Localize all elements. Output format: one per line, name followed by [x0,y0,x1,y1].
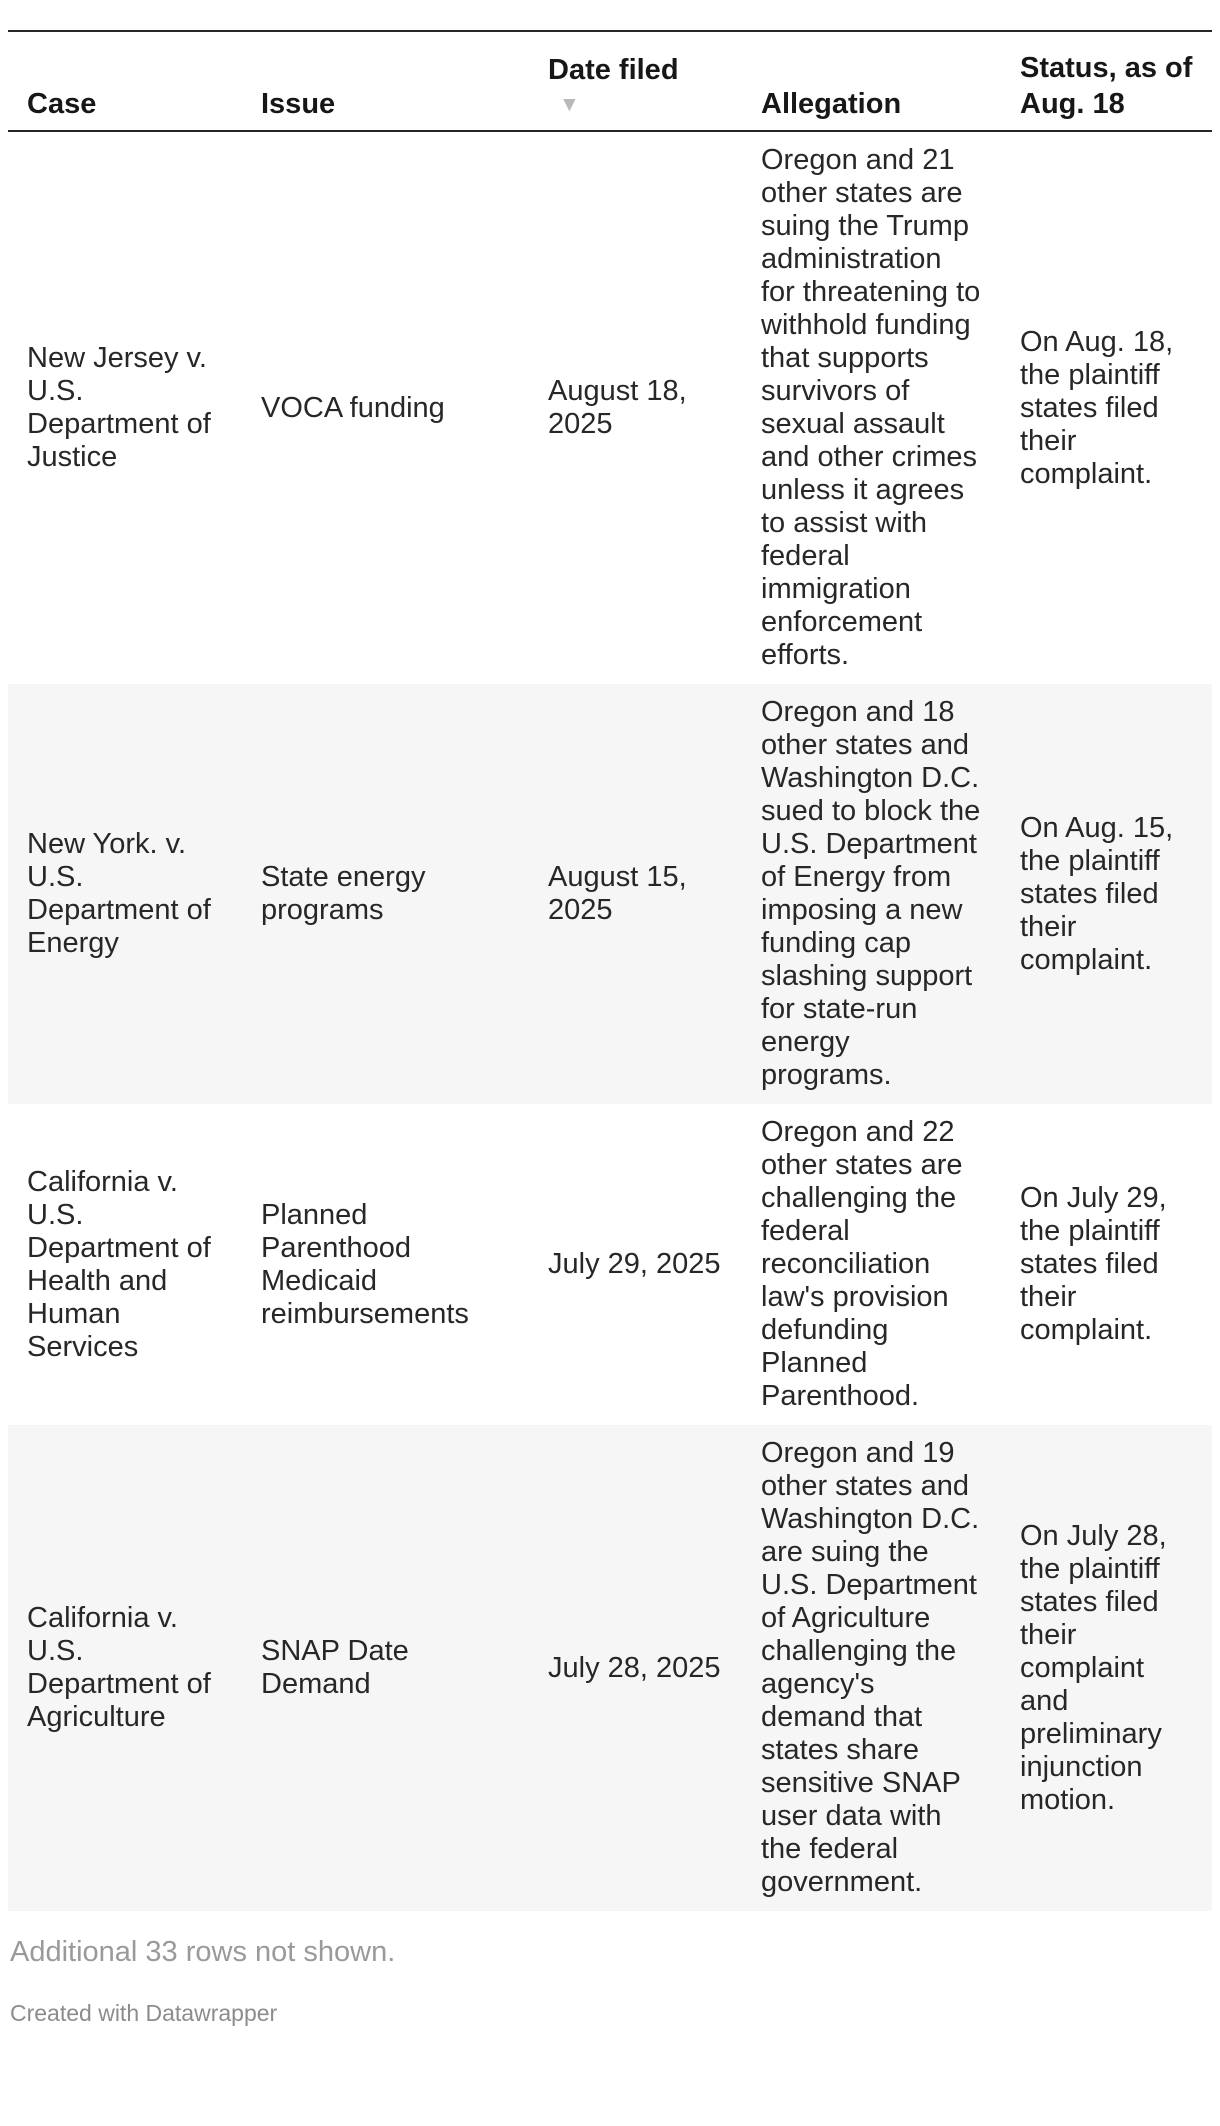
cell-issue: Planned Parenthood Medicaid reimbursements [261,1198,469,1330]
sort-descending-icon: ▼ [559,93,580,116]
header-row [8,31,1212,131]
cell-allegation: Oregon and 18 other states and Washington D.C. sued to block the U.S. Department of Energy from imposing a new funding cap slashing support for state-run energy programs. [742,684,1001,1104]
cell-date-filed: August 15, 2025 [529,684,742,1104]
cell-date-filed: July 28, 2025 [529,1425,742,1911]
table-header [8,31,1212,131]
cell-case: California v. U.S. Department of Agriculture [8,1425,242,1911]
cell-issue: VOCA funding [261,391,445,424]
column-header-status-label: Status, as of Aug. 18 [1020,52,1193,120]
column-header-issue-label: Issue [261,88,336,120]
cases-table [8,30,1212,1911]
table-body [8,131,1212,1911]
table-row [8,684,1212,1104]
cell-date-filed: August 18, 2025 [548,375,687,440]
cell-status: On Aug. 15, the plaintiff states filed their complaint. [1001,684,1212,1104]
rows-not-shown-note: Additional 33 rows not shown. [10,1936,396,1968]
cell-date-filed: July 29, 2025 [548,1248,721,1280]
cell-allegation: Oregon and 21 other states are suing the Trump administration for threatening to withhold funding that supports survivors of sexual assault and other crimes unless it agrees to assist with federal immigration enforcement efforts. [761,144,981,671]
cell-issue: SNAP Date Demand [242,1425,529,1911]
cell-status: On July 29, the plaintiff states filed their complaint. [1020,1182,1167,1346]
cell-issue: State energy programs [242,684,529,1104]
cell-case: New Jersey v. U.S. Department of Justice [27,342,211,473]
column-header-status[interactable] [1001,31,1212,131]
column-header-allegation[interactable] [742,31,1001,131]
table-row [8,131,1212,684]
column-header-case[interactable] [8,31,242,131]
table-row [8,1425,1212,1911]
column-header-date-filed[interactable] [529,31,742,131]
column-header-allegation-label: Allegation [761,88,902,120]
cell-case: New York. v. U.S. Department of Energy [8,684,242,1104]
cell-status: On Aug. 18, the plaintiff states filed their complaint. [1020,325,1174,490]
datawrapper-attribution-link[interactable]: Created with Datawrapper [10,2000,278,2026]
cell-status: On July 28, the plaintiff states filed their complaint and preliminary injunction motion. [1001,1425,1212,1911]
column-header-case-label: Case [27,88,97,120]
cell-allegation: Oregon and 19 other states and Washington D.C. are suing the U.S. Department of Agriculture challenging the agency's demand that states share sensitive SNAP user data with the federal government. [742,1425,1001,1911]
cell-case: California v. U.S. Department of Health and Human Services [27,1165,211,1363]
column-header-issue[interactable] [242,31,529,131]
column-header-date-filed-label: Date filed [548,54,679,86]
cell-allegation: Oregon and 22 other states are challenging the federal reconciliation law's provision defunding Planned Parenthood. [761,1116,963,1412]
table-row [8,1104,1212,1425]
